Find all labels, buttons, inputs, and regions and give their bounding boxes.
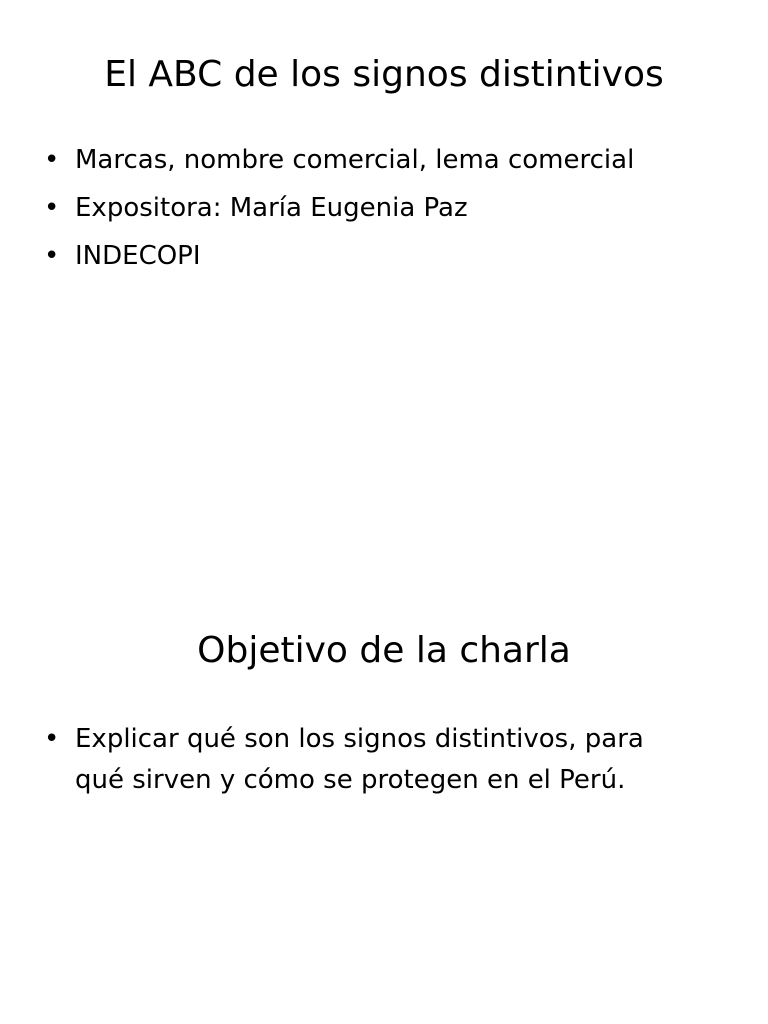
bullet-item — [44, 140, 694, 181]
slide-title: El ABC de los signos distintivos — [104, 54, 664, 95]
bullet-text: INDECOPI — [75, 241, 201, 271]
bullet-text: Expositora: María Eugenia Paz — [75, 193, 468, 223]
bullet-list — [44, 140, 694, 284]
bullet-item — [44, 236, 694, 277]
bullet-icon: • — [44, 241, 60, 271]
slide-title: Objetivo de la charla — [197, 630, 571, 671]
bullet-item — [44, 188, 694, 229]
bullet-text: Explicar qué son los signos distintivos, para qué sirven y cómo se protegen en el Perú. — [75, 724, 644, 795]
bullet-text: Marcas, nombre comercial, lema comercial — [75, 145, 635, 175]
bullet-icon: • — [44, 724, 60, 754]
slide-2 — [0, 512, 768, 1024]
bullet-icon: • — [44, 193, 60, 223]
bullet-list — [44, 719, 694, 808]
bullet-icon: • — [44, 145, 60, 175]
bullet-item — [44, 719, 694, 801]
